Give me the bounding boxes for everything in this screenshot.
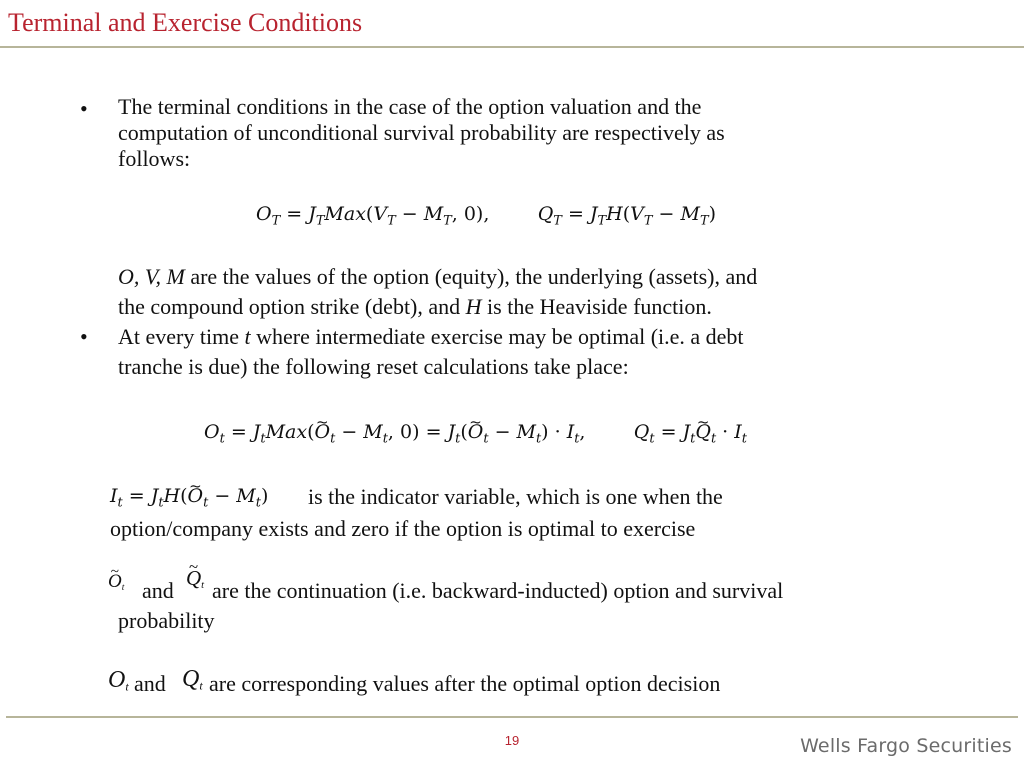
indicator-equation: $I_t$ = $J_tH(\sim$ $O_t - M_t$) [110, 485, 268, 507]
ovm-line-2-end: is the Heaviside function. [481, 294, 712, 319]
terminal-conditions-equation: $O_T = J_TMax(V_T - M_T$, 0), $Q_T = J_TH(V_T - M_T)$ [256, 203, 716, 229]
reset-calculation-equation: $O_t$ = $J_tMax(\sim$ $O_t - M_t$, $0) = J_t(\sim$ $O_t - M_t) \cdot I_t$, $Q_t$ = $J_t\sim$ $Q_t \cdot I_t$ [204, 421, 747, 443]
bullet-1-line-3: follows: [118, 146, 191, 171]
ovm-definition [118, 262, 757, 322]
page-number: 19 [504, 733, 520, 748]
bullet-2-text [118, 322, 744, 382]
bullet-2-line-2: tranche is due) the following reset calculations take place: [118, 354, 629, 379]
footer-divider [6, 716, 1018, 718]
bullet-marker-1: • [80, 96, 88, 121]
ovm-line-2 [118, 292, 757, 322]
bullet-2-post: where intermediate exercise may be optimal (i.e. a debt [250, 324, 744, 349]
heaviside-var: H [465, 294, 482, 319]
q-t-symbol: $Q_t$ [182, 666, 203, 693]
continuation-line-2: probability [118, 608, 215, 633]
ovm-line-1 [118, 262, 757, 292]
corresponding-and: and [134, 671, 166, 696]
bullet-2-pre: At every time [118, 324, 245, 349]
slide-title: Terminal and Exercise Conditions [8, 8, 363, 37]
ovm-vars: O, V, M [118, 264, 185, 289]
ovm-line-2-text: the compound option strike (debt), and [118, 294, 466, 319]
indicator-line-1: is the indicator variable, which is one when the [308, 484, 723, 509]
q-tilde-symbol: ~ $Q_t$ [186, 568, 204, 589]
bullet-1-line-1: The terminal conditions in the case of the option valuation and the [118, 94, 702, 119]
ovm-line-1-text: are the values of the option (equity), the underlying (assets), and [184, 264, 758, 289]
company-logo: Wells Fargo Securities [800, 735, 1012, 757]
indicator-line-2: option/company exists and zero if the option is optimal to exercise [110, 516, 696, 541]
o-t-symbol: $O_t$ [108, 667, 129, 694]
bullet-1-line-2: computation of unconditional survival probability are respectively as [118, 120, 725, 145]
continuation-line-1: are the continuation (i.e. backward-inducted) option and survival [212, 578, 784, 603]
o-tilde-symbol: ~ $O_t$ [108, 572, 124, 591]
bullet-1-text [118, 94, 725, 172]
corresponding-text: are corresponding values after the optimal option decision [209, 671, 721, 696]
bullet-2-var: t [244, 324, 251, 349]
header-divider [0, 46, 1024, 48]
bullet-2-line-1 [118, 322, 744, 352]
continuation-and: and [142, 578, 174, 603]
bullet-marker-2: • [80, 324, 88, 349]
